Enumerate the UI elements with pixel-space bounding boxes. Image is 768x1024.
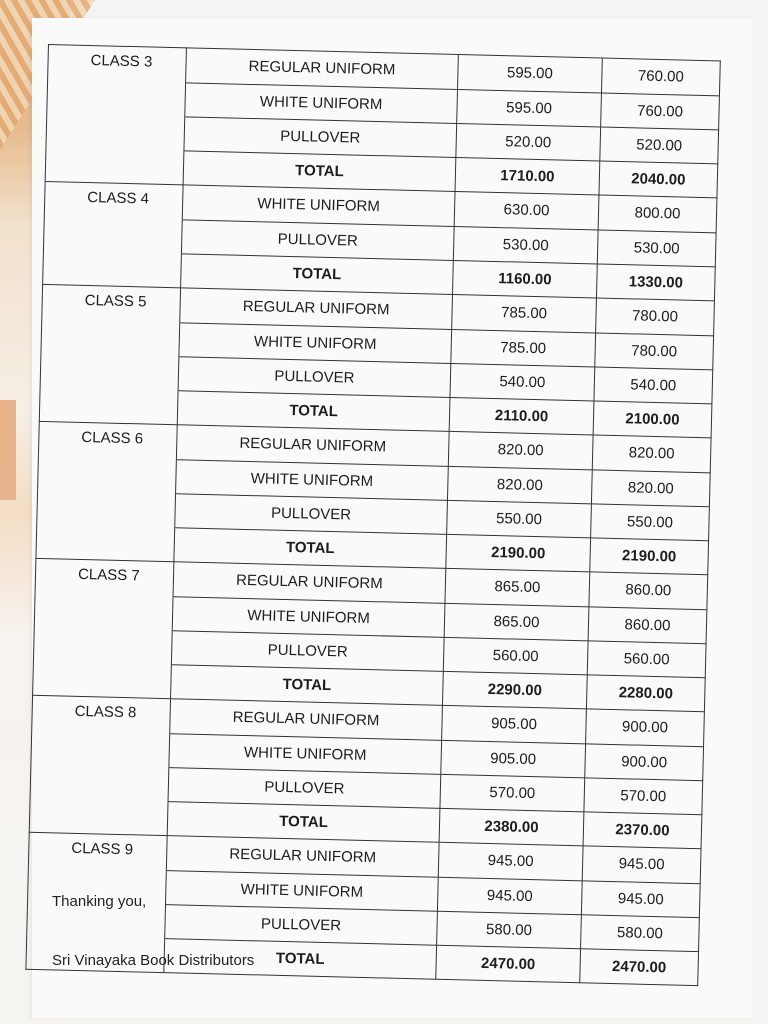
price-b-cell: 760.00 — [601, 93, 720, 130]
price-a-cell: 2470.00 — [436, 945, 581, 983]
class-name-cell — [39, 387, 178, 425]
price-a-cell: 865.00 — [445, 568, 590, 606]
item-cell: WHITE UNIFORM — [185, 82, 458, 123]
item-cell: PULLOVER — [171, 630, 444, 671]
item-cell: REGULAR UNIFORM — [186, 48, 459, 89]
class-name-cell — [34, 593, 173, 630]
price-a-cell: 540.00 — [450, 363, 595, 401]
item-cell: TOTAL — [174, 527, 447, 568]
class-name-cell: CLASS 7 — [35, 558, 174, 596]
price-a-cell: 530.00 — [453, 226, 598, 264]
price-b-cell: 760.00 — [601, 58, 720, 95]
item-cell: PULLOVER — [175, 493, 448, 534]
class-name-cell — [36, 524, 175, 562]
item-cell: REGULAR UNIFORM — [166, 836, 439, 877]
price-a-cell: 1160.00 — [453, 260, 598, 298]
price-a-cell: 580.00 — [437, 911, 582, 949]
class-name-cell — [40, 353, 179, 390]
price-b-cell: 2280.00 — [586, 674, 705, 711]
item-cell: WHITE UNIFORM — [179, 322, 452, 363]
item-cell: WHITE UNIFORM — [169, 733, 442, 774]
class-name-cell — [45, 147, 184, 185]
item-cell: TOTAL — [171, 664, 444, 705]
price-b-cell: 800.00 — [598, 195, 717, 232]
price-b-cell: 900.00 — [586, 709, 705, 746]
item-cell: WHITE UNIFORM — [166, 870, 439, 911]
item-cell: WHITE UNIFORM — [176, 459, 449, 500]
price-b-cell: 900.00 — [585, 743, 704, 780]
class-name-cell — [37, 490, 176, 527]
class-name-cell: CLASS 9 — [28, 832, 167, 870]
price-b-cell: 2370.00 — [583, 811, 702, 848]
class-name-cell — [43, 216, 182, 253]
price-a-cell: 820.00 — [447, 466, 592, 504]
price-b-cell: 2100.00 — [593, 400, 712, 437]
price-a-cell: 865.00 — [444, 603, 589, 641]
item-cell: WHITE UNIFORM — [172, 596, 445, 637]
price-b-cell: 2470.00 — [580, 948, 699, 985]
class-name-cell — [33, 627, 172, 664]
signature-text: Sri Vinayaka Book Distributors — [52, 952, 255, 969]
price-a-cell: 520.00 — [456, 123, 601, 161]
class-name-cell: CLASS 6 — [38, 421, 177, 459]
price-a-cell: 2380.00 — [439, 808, 584, 846]
item-cell: REGULAR UNIFORM — [180, 288, 453, 329]
item-cell: PULLOVER — [178, 356, 451, 397]
table-body — [26, 45, 720, 986]
price-b-cell: 550.00 — [591, 503, 710, 540]
price-b-cell: 945.00 — [582, 846, 701, 883]
class-name-cell — [38, 456, 177, 493]
class-name-cell — [29, 798, 168, 836]
item-cell: PULLOVER — [181, 219, 454, 260]
price-a-cell: 820.00 — [448, 431, 593, 469]
price-a-cell: 595.00 — [457, 89, 602, 127]
item-cell: REGULAR UNIFORM — [176, 425, 449, 466]
item-cell: TOTAL — [181, 253, 454, 294]
background-spot — [0, 400, 16, 500]
price-b-cell: 540.00 — [594, 366, 713, 403]
price-b-cell: 560.00 — [587, 640, 706, 677]
class-name-cell — [31, 730, 170, 767]
item-cell: TOTAL — [167, 801, 440, 842]
class-name-cell — [41, 319, 180, 356]
price-b-cell: 530.00 — [597, 229, 716, 266]
price-b-cell: 860.00 — [589, 572, 708, 609]
price-a-cell: 1710.00 — [455, 157, 600, 195]
price-b-cell: 1330.00 — [596, 263, 715, 300]
price-a-cell: 2190.00 — [446, 534, 591, 572]
class-name-cell — [46, 113, 185, 150]
price-a-cell: 550.00 — [447, 500, 592, 538]
price-b-cell: 860.00 — [588, 606, 707, 643]
item-cell: TOTAL — [177, 390, 450, 431]
item-cell: PULLOVER — [165, 904, 438, 945]
price-a-cell: 785.00 — [452, 294, 597, 332]
class-name-cell — [30, 764, 169, 801]
price-a-cell: 630.00 — [454, 191, 599, 229]
price-b-cell: 2040.00 — [599, 161, 718, 198]
item-cell: WHITE UNIFORM — [182, 185, 455, 226]
uniform-price-table — [25, 44, 720, 986]
price-a-cell: 2290.00 — [442, 671, 587, 709]
item-cell: TOTAL — [183, 150, 456, 191]
price-b-cell: 570.00 — [584, 777, 703, 814]
class-name-cell — [47, 79, 186, 116]
price-a-cell: 785.00 — [451, 329, 596, 367]
item-cell: PULLOVER — [184, 116, 457, 157]
price-b-cell: 820.00 — [592, 435, 711, 472]
price-b-cell: 780.00 — [595, 332, 714, 369]
price-a-cell: 905.00 — [441, 740, 586, 778]
class-name-cell: CLASS 8 — [32, 695, 171, 733]
price-a-cell: 945.00 — [438, 842, 583, 880]
price-a-cell: 905.00 — [442, 705, 587, 743]
class-name-cell — [33, 661, 172, 699]
price-b-cell: 520.00 — [600, 127, 719, 164]
price-b-cell: 2190.00 — [590, 537, 709, 574]
price-b-cell: 820.00 — [591, 469, 710, 506]
class-name-cell: CLASS 3 — [48, 45, 187, 83]
price-a-cell: 570.00 — [440, 774, 585, 812]
uniform-price-document — [25, 44, 719, 986]
thanking-text: Thanking you, — [52, 893, 147, 910]
price-b-cell: 580.00 — [581, 914, 700, 951]
item-cell: REGULAR UNIFORM — [170, 699, 443, 740]
price-b-cell: 945.00 — [581, 880, 700, 917]
price-a-cell: 560.00 — [443, 637, 588, 675]
class-name-cell: CLASS 5 — [42, 284, 181, 322]
price-a-cell: 595.00 — [458, 55, 603, 93]
class-name-cell: CLASS 4 — [44, 181, 183, 219]
price-a-cell: 2110.00 — [449, 397, 594, 435]
price-a-cell: 945.00 — [437, 877, 582, 915]
item-cell: PULLOVER — [168, 767, 441, 808]
item-cell: REGULAR UNIFORM — [173, 562, 446, 603]
price-b-cell: 780.00 — [596, 298, 715, 335]
item-cell: TOTAL — [164, 938, 437, 979]
class-name-cell — [43, 250, 182, 288]
